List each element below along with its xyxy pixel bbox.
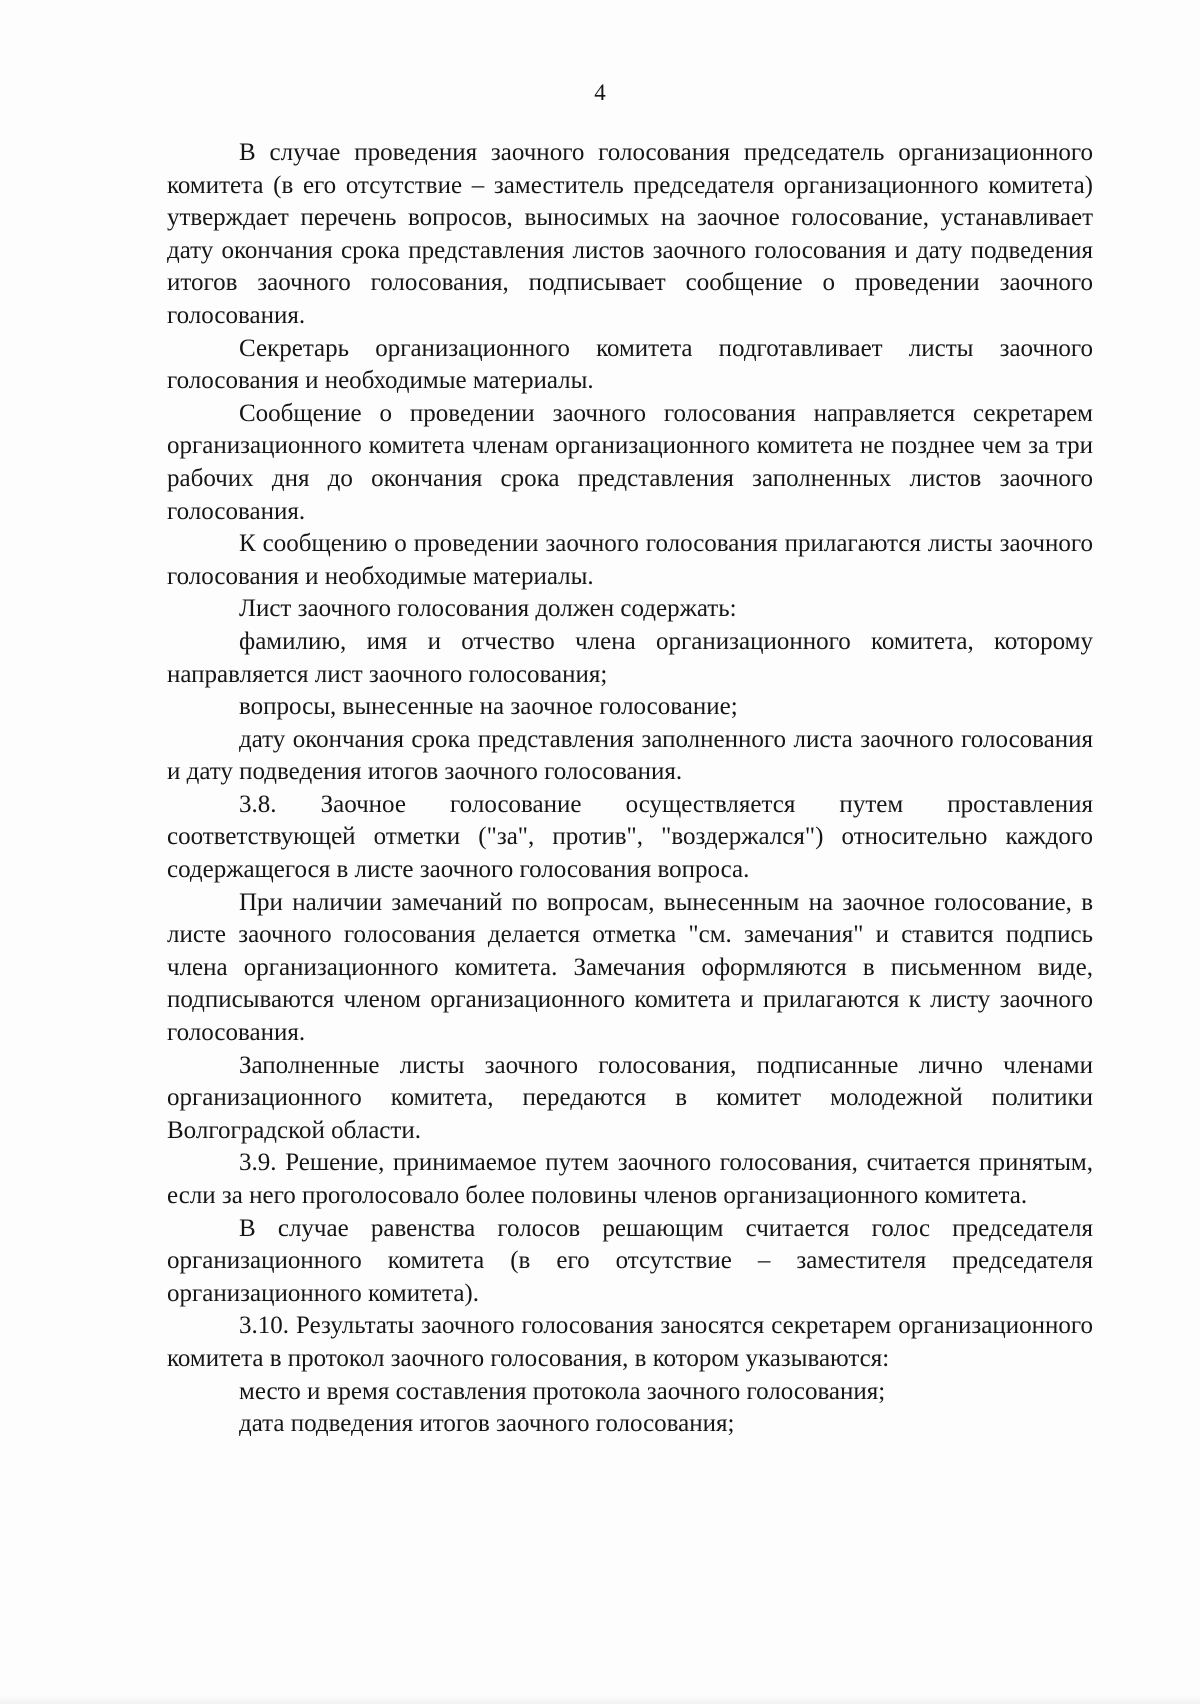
paragraph: вопросы, вынесенные на заочное голосование;: [239, 693, 738, 721]
paragraph: место и время составления протокола заочного голосования;: [239, 1377, 886, 1405]
paragraph: Заполненные листы заочного голосования, подписанные лично членами организационного комитета, передаются в комитет молодежной политики Волгоградской области.: [167, 1051, 1093, 1144]
paragraph: 3.10. Результаты заочного голосования заносятся секретарем организационного комитета в протокол заочного голосования, в котором указываются:: [167, 1312, 1093, 1372]
document-body: [167, 137, 1093, 1441]
paragraph: К сообщению о проведении заочного голосования прилагаются листы заочного голосования и необходимые материалы.: [167, 530, 1093, 590]
paragraph: дату окончания срока представления заполненного листа заочного голосования и дату подведения итогов заочного голосования.: [167, 725, 1093, 786]
paragraph: В случае равенства голосов решающим считается голос председателя организационного комитета (в его отсутствие – заместителя председателя организационного комитета).: [167, 1214, 1093, 1307]
paragraph: Лист заочного голосования должен содержать:: [239, 595, 737, 623]
paragraph: Секретарь организационного комитета подготавливает листы заочного голосования и необходимые материалы.: [167, 334, 1093, 395]
paragraph: Сообщение о проведении заочного голосования направляется секретарем организационного комитета членам организационного комитета не позднее чем за три рабочих дня до окончания срока представления заполненных листов заочного голосования.: [167, 399, 1093, 525]
paragraph: 3.9. Решение, принимаемое путем заочного голосования, считается принятым, если за него проголосовало более половины членов организационного комитета.: [167, 1149, 1093, 1209]
paragraph: 3.8. Заочное голосование осуществляется путем проставления соответствующей отметки ("за", против", "воздержался") относительно каждого содержащегося в листе заочного голосования вопроса.: [167, 790, 1093, 884]
paragraph: фамилию, имя и отчество члена организационного комитета, которому направляется лист заочного голосования;: [167, 627, 1093, 688]
scan-edge: [0, 1694, 1200, 1704]
paragraph: При наличии замечаний по вопросам, вынесенным на заочное голосование, в листе заочного голосования делается отметка "см. замечания" и ставится подпись члена организационного комитета. Замечания оформляются в письменном виде, подписываются членом организационного комитета и прилагаются к листу заочного голосования.: [167, 888, 1093, 1047]
paragraph: дата подведения итогов заочного голосования;: [239, 1410, 735, 1438]
page-number: 4: [594, 80, 606, 105]
paragraph: В случае проведения заочного голосования председатель организационного комитета (в его отсутствие – заместитель председателя организационного комитета) утверждает перечень вопросов, выносимых на заочное голосование, устанавливает дату окончания срока представления листов заочного голосования и дату подведения итогов заочного голосования, подписывает сообщение о проведении заочного голосования.: [167, 139, 1093, 329]
